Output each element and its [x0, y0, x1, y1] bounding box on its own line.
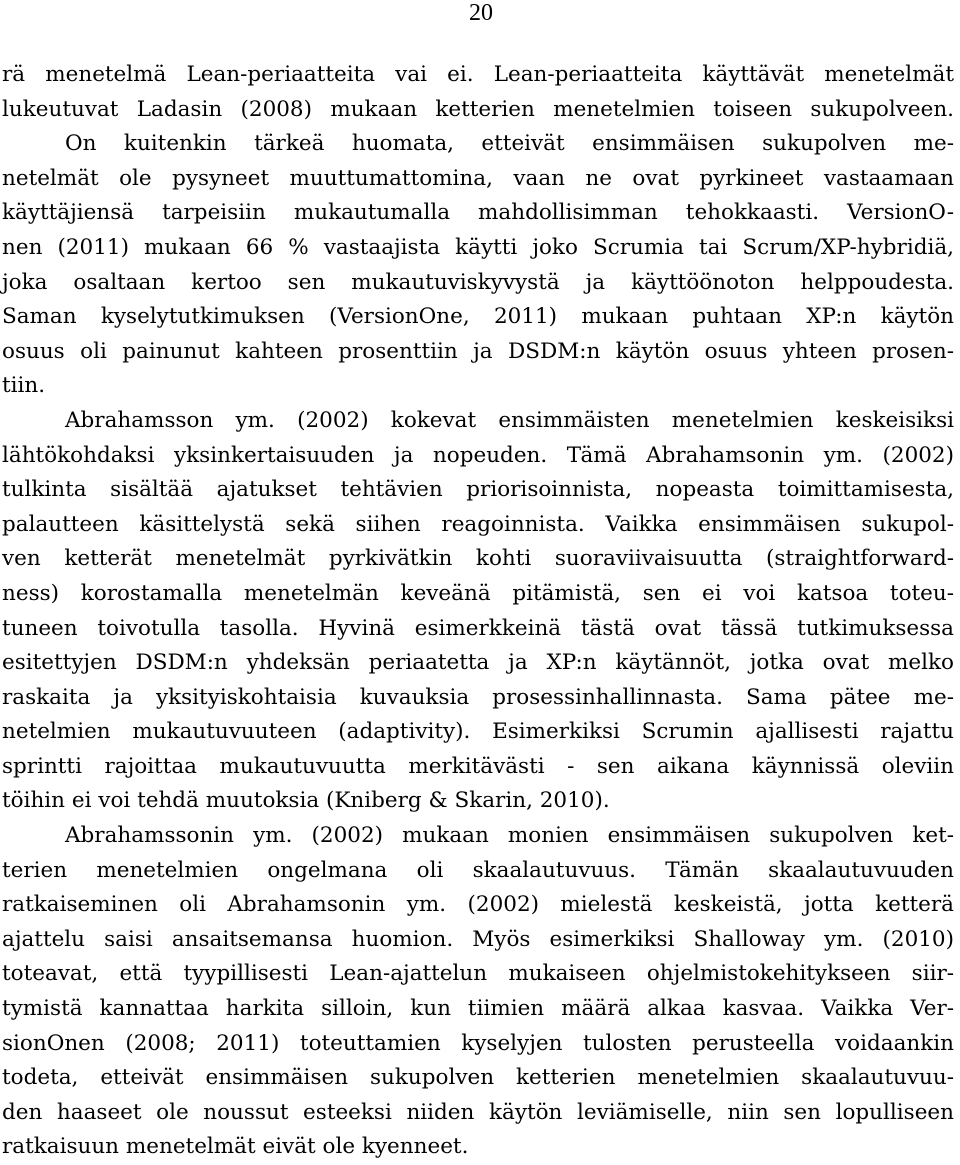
- text-line: sionOnen (2008; 2011) toteuttamien kyselyjen tulosten perusteella voidaankin: [2, 1030, 954, 1056]
- text-line: sprintti rajoittaa mukautuvuutta merkitävästi - sen aikana käynnissä oleviin: [2, 753, 954, 779]
- text-line: esitettyjen DSDM:n yhdeksän periaatetta ja XP:n käytännöt, jotka ovat melko: [2, 650, 954, 676]
- text-line: rä menetelmä Lean-periaatteita vai ei. Lean-periaatteita käyttävät menetelmät: [2, 62, 954, 87]
- text-line: todeta, etteivät ensimmäisen sukupolven ketterien menetelmien skaalautuvuu-: [2, 1065, 954, 1091]
- text-line: ratkaisuun menetelmät eivät ole kyenneet.: [2, 1134, 469, 1160]
- text-line: tulkinta sisältää ajatukset tehtävien priorisoinnista, nopeasta toimittamisesta,: [2, 477, 954, 503]
- text-line: joka osaltaan kertoo sen mukautuviskyvystä ja käyttöönoton helppoudesta.: [2, 269, 954, 295]
- page-number: 20: [469, 0, 493, 26]
- text-line: Abrahamsson ym. (2002) kokevat ensimmäisten menetelmien keskeisiksi: [65, 407, 954, 433]
- text-line: käyttäjiensä tarpeisiin mukautumalla mahdollisimman tehokkaasti. VersionO-: [2, 200, 954, 226]
- text-line: tymistä kannattaa harkita silloin, kun tiimien määrä alkaa kasvaa. Vaikka Ver-: [2, 996, 954, 1022]
- text-line: den haaseet ole noussut esteeksi niiden käytön leviämiselle, niin sen lopulliseen: [2, 1099, 954, 1125]
- text-line: tiin.: [2, 373, 46, 399]
- text-line: tuneen toivotulla tasolla. Hyvinä esimerkkeinä tästä ovat tässä tutkimuksessa: [2, 615, 954, 641]
- text-line: osuus oli painunut kahteen prosenttiin ja DSDM:n käytön osuus yhteen prosen-: [2, 338, 954, 364]
- text-line: lähtökohdaksi yksinkertaisuuden ja nopeuden. Tämä Abrahamsonin ym. (2002): [2, 442, 954, 468]
- text-line: nen (2011) mukaan 66 % vastaajista käytti joko Scrumia tai Scrum/XP-hybridiä,: [2, 234, 954, 260]
- text-line: lukeutuvat Ladasin (2008) mukaan ketterien menetelmien toiseen sukupolveen.: [2, 96, 954, 122]
- body-text: [2, 58, 954, 1165]
- text-line: netelmien mukautuvuuteen (adaptivity). Esimerkiksi Scrumin ajallisesti rajattu: [2, 719, 954, 745]
- text-line: terien menetelmien ongelmana oli skaalautuvuus. Tämän skaalautuvuuden: [2, 857, 954, 883]
- text-line: töihin ei voi tehdä muutoksia (Kniberg & Skarin, 2010).: [2, 788, 610, 814]
- text-line: On kuitenkin tärkeä huomata, etteivät ensimmäisen sukupolven me-: [65, 131, 954, 157]
- text-line: ajattelu saisi ansaitsemansa huomion. Myös esimerkiksi Shalloway ym. (2010): [2, 926, 954, 952]
- text-line: toteavat, että tyypillisesti Lean-ajattelun mukaiseen ohjelmistokehitykseen siir-: [2, 961, 954, 987]
- text-line: ratkaiseminen oli Abrahamsonin ym. (2002) mielestä keskeistä, jotta ketterä: [2, 892, 954, 918]
- text-line: raskaita ja yksityiskohtaisia kuvauksia prosessinhallinnasta. Sama pätee me-: [2, 684, 954, 710]
- text-line: Abrahamssonin ym. (2002) mukaan monien ensimmäisen sukupolven ket-: [65, 823, 954, 849]
- text-line: palautteen käsittelystä sekä siihen reagoinnista. Vaikka ensimmäisen sukupol-: [2, 511, 954, 537]
- text-line: ven ketterät menetelmät pyrkivätkin kohti suoraviivaisuutta (straightforward-: [2, 546, 954, 572]
- text-line: netelmät ole pysyneet muuttumattomina, vaan ne ovat pyrkineet vastaamaan: [2, 165, 954, 191]
- text-line: ness) korostamalla menetelmän keveänä pitämistä, sen ei voi katsoa toteu-: [2, 580, 954, 606]
- text-line: Saman kyselytutkimuksen (VersionOne, 2011) mukaan puhtaan XP:n käytön: [2, 304, 954, 330]
